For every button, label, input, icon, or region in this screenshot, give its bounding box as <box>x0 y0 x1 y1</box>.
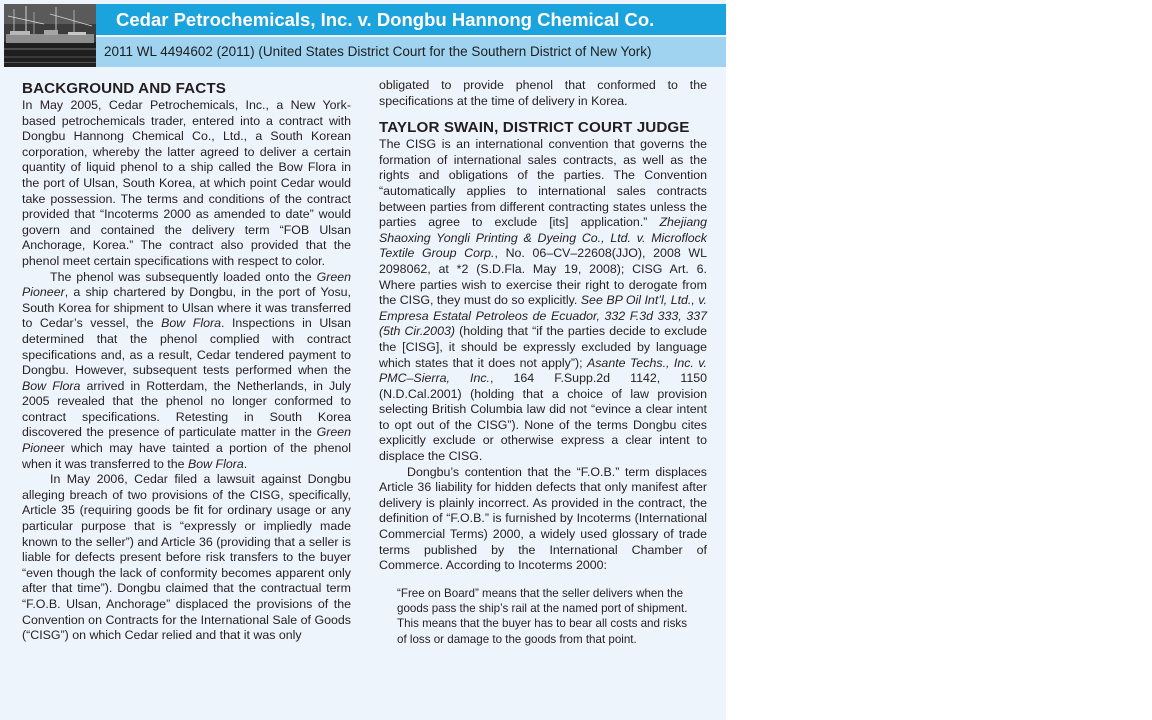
background-paragraph-2: The phenol was subsequently loaded onto the Green Pioneer, a ship chartered by Dongbu, in the port of Yosu, South Korea for shipment to Ulsan where it was transferred to Cedar’s vessel, the Bow Flora. Inspections in Ulsan determined that the phenol complied with contract specifications and, as a result, Cedar tendered payment to Dongbu. However, subsequent tests performed when the Bow Flora arrived in Rotterdam, the Netherlands, in July 2005 revealed that the phenol no longer conformed to contract specifications. Retesting in South Korea discovered the presence of particulate matter in the Green Pioneer which may have tainted a portion of the phenol when it was transferred to the Bow Flora. <box>22 269 352 471</box>
background-paragraph-3-continued: obligated to provide phenol that conformed to the specifications at the time of delivery in Korea. <box>379 78 707 108</box>
right-column <box>379 78 707 647</box>
opinion-paragraph-1: The CISG is an international convention that governs the formation of international sales contracts, as well as the rights and obligations of the parties. The Convention “automatically applies to international sales contracts between parties from different contracting states unless the parties agree to exclude [its] application.” Zhejiang Shaoxing Yongli Printing & Dyeing Co., Ltd. v. Microflock Textile Group Corp., No. 06–CV–22608(JJO), 2008 WL 2098062, at *2 (S.D.Fla. May 19, 2008); CISG Art. 6. Where parties wish to exercise their right to derogate from the CISG, they must do so explicitly. See BP Oil Int’l, Ltd., v. Empresa Estatal Petroleos de Ecuador, 332 F.3d 333, 337 (5th Cir.2003) (holding that “if the parties decide to exclude the [CISG], it should be expressly excluded by language which states that it does not apply”); Asante Techs., Inc. v. PMC–Sierra, Inc., 164 F.Supp.2d 1142, 1150 (N.D.Cal.2001) (holding that a choice of law provision selecting British Columbia law did not “evince a clear intent to opt out of the CISG”). None of the terms Dongbu cites explicitly exclude or otherwise express a clear intent to displace the CISG. <box>379 137 707 464</box>
opinion-heading: TAYLOR SWAIN, DISTRICT COURT JUDGE <box>379 119 690 137</box>
opinion-paragraph-2: Dongbu’s contention that the “F.O.B.” term displaces Article 36 liability for hidden defects that only manifest after delivery is plainly incorrect. As provided in the contract, the definition of “F.O.B.” is furnished by Incoterms (International Commercial Terms) 2000, a widely used glossary of trade terms published by the International Chamber of Commerce. According to Incoterms 2000: <box>379 464 707 573</box>
case-title: Cedar Petrochemicals, Inc. v. Dongbu Hannong Chemical Co. <box>96 4 726 35</box>
left-column <box>22 78 351 644</box>
background-paragraph-1: In May 2005, Cedar Petrochemicals, Inc., a New York-based petrochemicals trader, entered into a contract with Dongbu Hannong Chemical Co., Ltd., a South Korean corporation, whereby the latter agreed to deliver a certain quantity of liquid phenol to a ship called the Bow Flora in the port of Ulsan, South Korea, at which point Cedar would take possession. The terms and conditions of the contract provided that “Incoterms 2000 as amended to date” would govern and contained the delivery term “FOB Ulsan Anchorage, Korea.” The contract also provided that the phenol meet certain specifications with respect to color. <box>22 98 351 268</box>
incoterms-quote: “Free on Board” means that the seller delivers when the goods pass the ship’s rail at the named port of shipment. This means that the buyer has to bear all costs and risks of loss or damage to the goods from that point. <box>397 586 688 646</box>
case-citation: 2011 WL 4494602 (2011) (United States District Court for the Southern District of New York) <box>96 37 726 67</box>
background-paragraph-3: In May 2006, Cedar filed a lawsuit against Dongbu alleging breach of two provisions of the CISG, specifically, Article 35 (requiring goods be fit for ordinary usage or any particular purpose that is “expressly or impliedly made known to the seller”) and Article 36 (providing that a seller is liable for defects present before risk transfers to the buyer “even though the lack of conformity becomes apparent only after that time”). Dongbu claimed that the contractual term “F.O.B. Ulsan, Anchorage” displaced the provisions of the Convention on Contracts for the International Sale of Goods (“CISG”) on which Cedar relied and that it was only <box>22 472 351 643</box>
ship-photo <box>4 4 96 67</box>
background-heading: BACKGROUND AND FACTS <box>22 80 226 97</box>
ship-photo-image <box>4 4 96 67</box>
